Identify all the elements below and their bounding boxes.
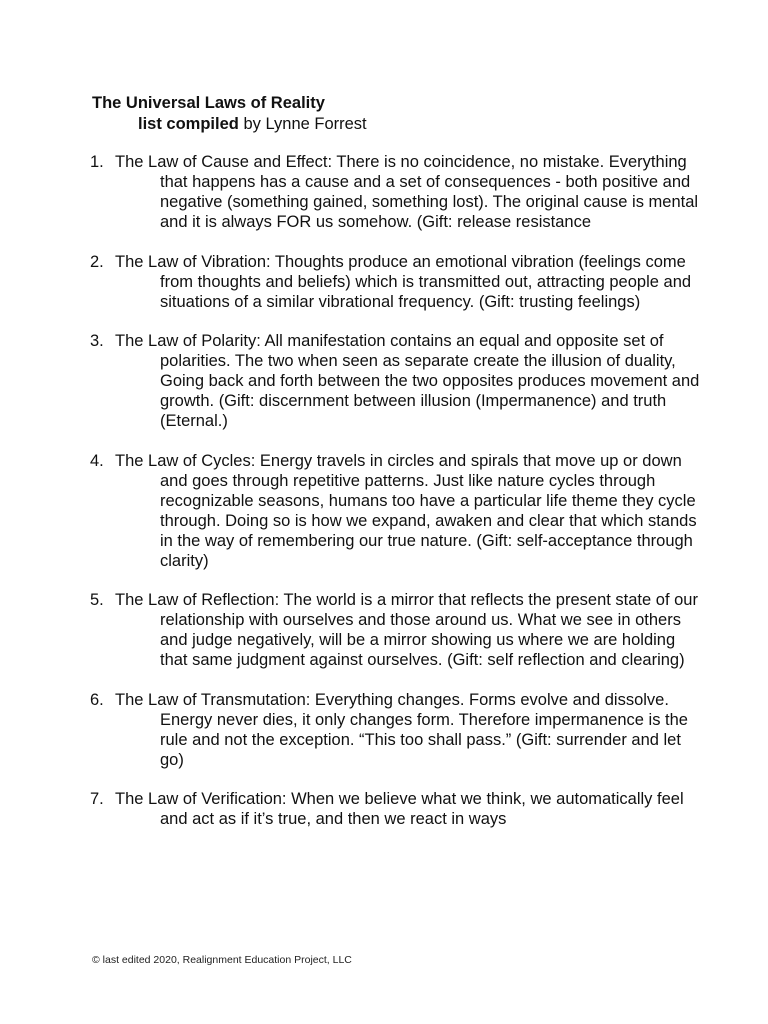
header-block	[92, 93, 367, 135]
law-number: 7.	[90, 790, 104, 808]
law-text: The Law of Polarity: All manifestation contains an equal and opposite set of polarities. The two when seen as separate create the illusion of duality, Going back and forth between the two opposites produces movement and growth. (Gift: discernment between illusion (Impermanence) and truth (Eternal.)	[115, 332, 700, 430]
law-text: The Law of Cause and Effect: There is no coincidence, no mistake. Everything that happens has a cause and a set of consequences - both positive and negative (something gained, something lost). The original cause is mental and it is always FOR us somehow. (Gift: release resistance	[115, 153, 699, 231]
subtitle-bold: list compiled	[138, 115, 239, 133]
law-text: The Law of Verification: When we believe what we think, we automatically feel and act as if it’s true, and then we react in ways	[115, 790, 684, 828]
law-number: 3.	[90, 332, 104, 350]
law-number: 2.	[90, 252, 104, 271]
law-text: The Law of Vibration: Thoughts produce an emotional vibration (feelings come from thoughts and beliefs) which is transmitted out, attracting people and situations of a similar vibrational frequency. (Gift: trusting feelings)	[115, 252, 692, 311]
law-text: The Law of Cycles: Energy travels in circles and spirals that move up or down and goes through repetitive patterns. Just like nature cycles through recognizable seasons, humans too have a particular life theme they cycle through. Doing so is how we expand, awaken and clear that which stands in the way of remembering our true nature. (Gift: self-acceptance through clarity)	[115, 451, 697, 570]
law-text: The Law of Reflection: The world is a mirror that reflects the present state of our relationship with ourselves and those around us. What we see in others and judge negatively, will be a mirror showing us where we are holding that same judgment against ourselves. (Gift: self reflection and clearing)	[115, 591, 698, 669]
law-number: 5.	[90, 591, 104, 609]
law-item	[90, 152, 700, 232]
law-number: 6.	[90, 690, 104, 709]
law-item	[90, 690, 700, 770]
law-text: The Law of Transmutation: Everything changes. Forms evolve and dissolve. Energy never dies, it only changes form. Therefore impermanence is the rule and not the exception. “This too shall pass.” (Gift: surrender and let go)	[115, 690, 688, 769]
law-item	[90, 789, 700, 829]
law-item	[90, 331, 700, 431]
law-item	[90, 590, 700, 670]
document-subtitle	[92, 114, 367, 135]
document-title: The Universal Laws of Reality	[92, 94, 325, 112]
subtitle-author: by Lynne Forrest	[238, 115, 367, 133]
law-item	[90, 451, 700, 571]
laws-list	[90, 152, 700, 849]
law-number: 1.	[90, 153, 104, 171]
footer-copyright: © last edited 2020, Realignment Education Project, LLC	[92, 954, 352, 966]
law-item	[90, 252, 700, 312]
law-number: 4.	[90, 451, 104, 470]
